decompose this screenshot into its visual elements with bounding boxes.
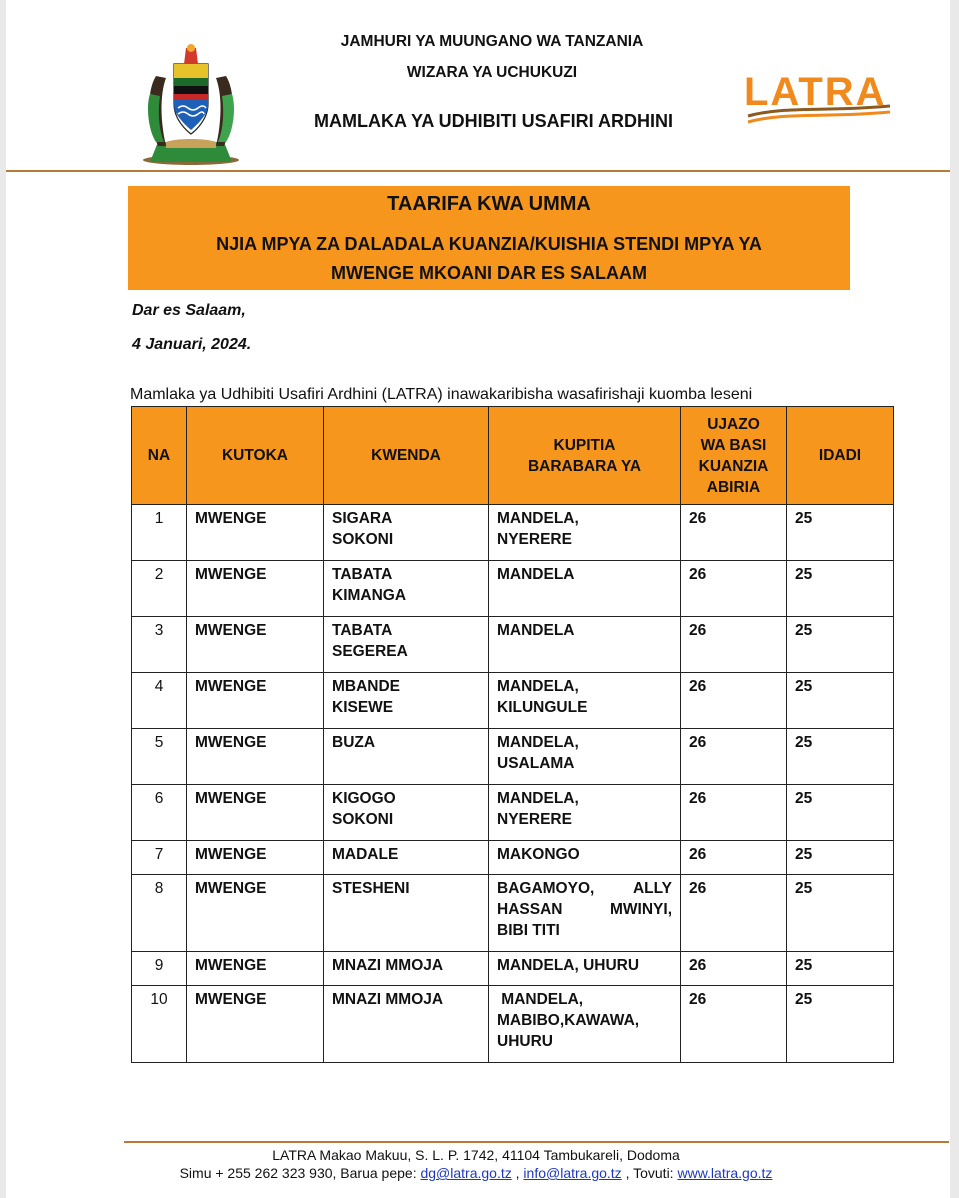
letterhead <box>6 0 950 172</box>
latra-logo <box>744 70 894 130</box>
cell-kwenda-line: MNAZI MMOJA <box>332 991 444 1008</box>
table-row <box>132 952 894 986</box>
cell-kutoka: MWENGE <box>187 785 324 841</box>
header-kupitia-line2: BARABARA YA <box>527 457 642 475</box>
cell-kupitia <box>489 673 681 729</box>
cell-kwenda <box>324 505 489 561</box>
cell-idadi: 25 <box>787 673 894 729</box>
cell-kupitia-line: MANDELA, UHURU <box>497 957 640 974</box>
table-row <box>132 986 894 1063</box>
cell-ujazo: 26 <box>681 875 787 952</box>
cell-kutoka: MWENGE <box>187 986 324 1063</box>
table-row <box>132 785 894 841</box>
latra-swoosh-icon <box>744 70 894 130</box>
cell-idadi: 25 <box>787 952 894 986</box>
cell-kutoka: MWENGE <box>187 952 324 986</box>
table-row <box>132 617 894 673</box>
cell-kwenda-line: SOKONI <box>332 811 394 828</box>
cell-kutoka: MWENGE <box>187 561 324 617</box>
cell-na: 4 <box>132 673 187 729</box>
cell-kupitia-line: UHURU <box>497 1033 553 1050</box>
header-ujazo-line1: UJAZO <box>707 415 760 433</box>
cell-kwenda <box>324 617 489 673</box>
cell-kupitia-line: MANDELA, <box>497 734 579 751</box>
authority-name: MAMLAKA YA UDHIBITI USAFIRI ARDHINI <box>314 111 673 131</box>
cell-na: 2 <box>132 561 187 617</box>
table-header-row <box>132 407 894 505</box>
notice-subtitle-line1: NJIA MPYA ZA DALADALA KUANZIA/KUISHIA STENDI MPYA YA <box>216 234 762 254</box>
notice-subtitle-line2: MWENGE MKOANI DAR ES SALAAM <box>331 263 647 283</box>
footer-address: LATRA Makao Makuu, S. L. P. 1742, 41104 Tambukareli, Dodoma <box>272 1147 680 1163</box>
cell-na: 8 <box>132 875 187 952</box>
cell-kutoka: MWENGE <box>187 673 324 729</box>
cell-kutoka: MWENGE <box>187 841 324 875</box>
cell-kwenda-line: KISEWE <box>332 699 394 716</box>
table-row <box>132 875 894 952</box>
cell-kupitia-line: MANDELA, <box>497 678 579 695</box>
cell-kwenda-line: BUZA <box>332 734 376 751</box>
cell-ujazo: 26 <box>681 617 787 673</box>
cell-kupitia <box>489 785 681 841</box>
cell-idadi: 25 <box>787 561 894 617</box>
cell-kwenda-line: SEGEREA <box>332 643 408 660</box>
header-divider <box>6 170 950 172</box>
cell-kupitia-line: BAGAMOYO, ALLY <box>497 880 672 897</box>
cell-kwenda-line: MNAZI MMOJA <box>332 957 444 974</box>
cell-kupitia-line: MABIBO,KAWAWA, <box>497 1012 640 1029</box>
notice-subtitle <box>148 230 830 288</box>
cell-kwenda-line: SOKONI <box>332 531 394 548</box>
date-line: 4 Januari, 2024. <box>132 336 252 353</box>
cell-idadi: 25 <box>787 729 894 785</box>
cell-kwenda <box>324 841 489 875</box>
header-kwenda: KWENDA <box>324 407 489 505</box>
cell-kupitia <box>489 875 681 952</box>
cell-idadi: 25 <box>787 841 894 875</box>
cell-ujazo: 26 <box>681 785 787 841</box>
footer-separator: , <box>511 1165 524 1181</box>
cell-kupitia-line: KILUNGULE <box>497 699 588 716</box>
cell-kwenda-line: KIGOGO <box>332 790 396 807</box>
cell-kwenda-line: MBANDE <box>332 678 401 695</box>
cell-kupitia-line: USALAMA <box>497 755 575 772</box>
footer-phone: Simu + 255 262 323 930, Barua pepe: <box>179 1165 421 1181</box>
cell-kwenda-line: MADALE <box>332 846 399 863</box>
cell-kupitia-line: MANDELA, <box>497 991 584 1008</box>
cell-kwenda <box>324 986 489 1063</box>
republic-name: JAMHURI YA MUUNGANO WA TANZANIA <box>340 33 644 50</box>
cell-kwenda-line: SIGARA <box>332 510 393 527</box>
cell-kupitia-line: MAKONGO <box>497 846 580 863</box>
cell-kupitia-line: BIBI TITI <box>497 922 560 939</box>
header-kupitia <box>489 407 681 505</box>
website-link[interactable]: www.latra.go.tz <box>677 1165 773 1181</box>
cell-kupitia <box>489 952 681 986</box>
table-row <box>132 673 894 729</box>
cell-kupitia <box>489 729 681 785</box>
cell-na: 5 <box>132 729 187 785</box>
table-row <box>132 841 894 875</box>
coat-of-arms-icon <box>136 42 246 166</box>
header-idadi: IDADI <box>787 407 894 505</box>
header-ujazo-line4: ABIRIA <box>706 478 761 496</box>
latra-logo-text: LATRA <box>744 70 887 114</box>
cell-na: 3 <box>132 617 187 673</box>
cell-kutoka: MWENGE <box>187 875 324 952</box>
cell-ujazo: 26 <box>681 986 787 1063</box>
cell-idadi: 25 <box>787 505 894 561</box>
cell-idadi: 25 <box>787 785 894 841</box>
cell-kutoka: MWENGE <box>187 729 324 785</box>
cell-kupitia-line: NYERERE <box>497 811 572 828</box>
cell-kwenda <box>324 952 489 986</box>
table-row <box>132 561 894 617</box>
cell-ujazo: 26 <box>681 505 787 561</box>
cell-na: 9 <box>132 952 187 986</box>
cell-kupitia-line: MANDELA, <box>497 510 579 527</box>
cell-na: 10 <box>132 986 187 1063</box>
cell-idadi: 25 <box>787 617 894 673</box>
cell-kwenda-line: TABATA <box>332 622 393 639</box>
table-row <box>132 505 894 561</box>
email-link-dg[interactable]: dg@latra.go.tz <box>420 1165 512 1181</box>
cell-kwenda-line: TABATA <box>332 566 393 583</box>
cell-kwenda <box>324 875 489 952</box>
cell-kupitia <box>489 617 681 673</box>
cell-kupitia-line: NYERERE <box>497 531 572 548</box>
cell-kupitia <box>489 561 681 617</box>
footer-website-label: , Tovuti: <box>621 1165 678 1181</box>
cell-idadi: 25 <box>787 875 894 952</box>
cell-kutoka: MWENGE <box>187 617 324 673</box>
ministry-name: WIZARA YA UCHUKUZI <box>406 64 578 81</box>
cell-kupitia-line: HASSAN MWINYI, <box>497 901 672 918</box>
header-na: NA <box>132 407 187 505</box>
cell-kwenda <box>324 729 489 785</box>
cell-kupitia-line: MANDELA, <box>497 790 579 807</box>
cell-kwenda <box>324 785 489 841</box>
cell-na: 6 <box>132 785 187 841</box>
cell-ujazo: 26 <box>681 952 787 986</box>
email-link-info[interactable]: info@latra.go.tz <box>523 1165 622 1181</box>
intro-paragraph: Mamlaka ya Udhibiti Usafiri Ardhini (LATRA) inawakaribisha wasafirishaji kuomba leseni <box>130 386 753 403</box>
cell-ujazo: 26 <box>681 841 787 875</box>
footer-divider <box>124 1141 949 1143</box>
cell-kupitia <box>489 505 681 561</box>
header-kutoka: KUTOKA <box>187 407 324 505</box>
cell-ujazo: 26 <box>681 561 787 617</box>
header-ujazo <box>681 407 787 505</box>
document-page <box>6 0 950 1198</box>
header-ujazo-line2: WA BASI <box>700 436 767 454</box>
cell-kwenda-line: STESHENI <box>332 880 410 897</box>
cell-kupitia-line: MANDELA <box>497 566 575 583</box>
footer-contacts <box>6 1165 946 1181</box>
cell-kwenda <box>324 673 489 729</box>
cell-na: 7 <box>132 841 187 875</box>
table-row <box>132 729 894 785</box>
header-kupitia-line1: KUPITIA <box>553 436 616 454</box>
cell-na: 1 <box>132 505 187 561</box>
place-line: Dar es Salaam, <box>132 302 246 319</box>
cell-ujazo: 26 <box>681 673 787 729</box>
header-ujazo-line3: KUANZIA <box>698 457 769 475</box>
cell-kwenda-line: KIMANGA <box>332 587 407 604</box>
cell-kwenda <box>324 561 489 617</box>
cell-ujazo: 26 <box>681 729 787 785</box>
notice-title: TAARIFA KWA UMMA <box>387 193 591 215</box>
cell-idadi: 25 <box>787 986 894 1063</box>
cell-kupitia <box>489 986 681 1063</box>
cell-kupitia-line: MANDELA <box>497 622 575 639</box>
notice-banner <box>128 186 850 290</box>
routes-table <box>131 406 894 1063</box>
cell-kupitia <box>489 841 681 875</box>
cell-kutoka: MWENGE <box>187 505 324 561</box>
